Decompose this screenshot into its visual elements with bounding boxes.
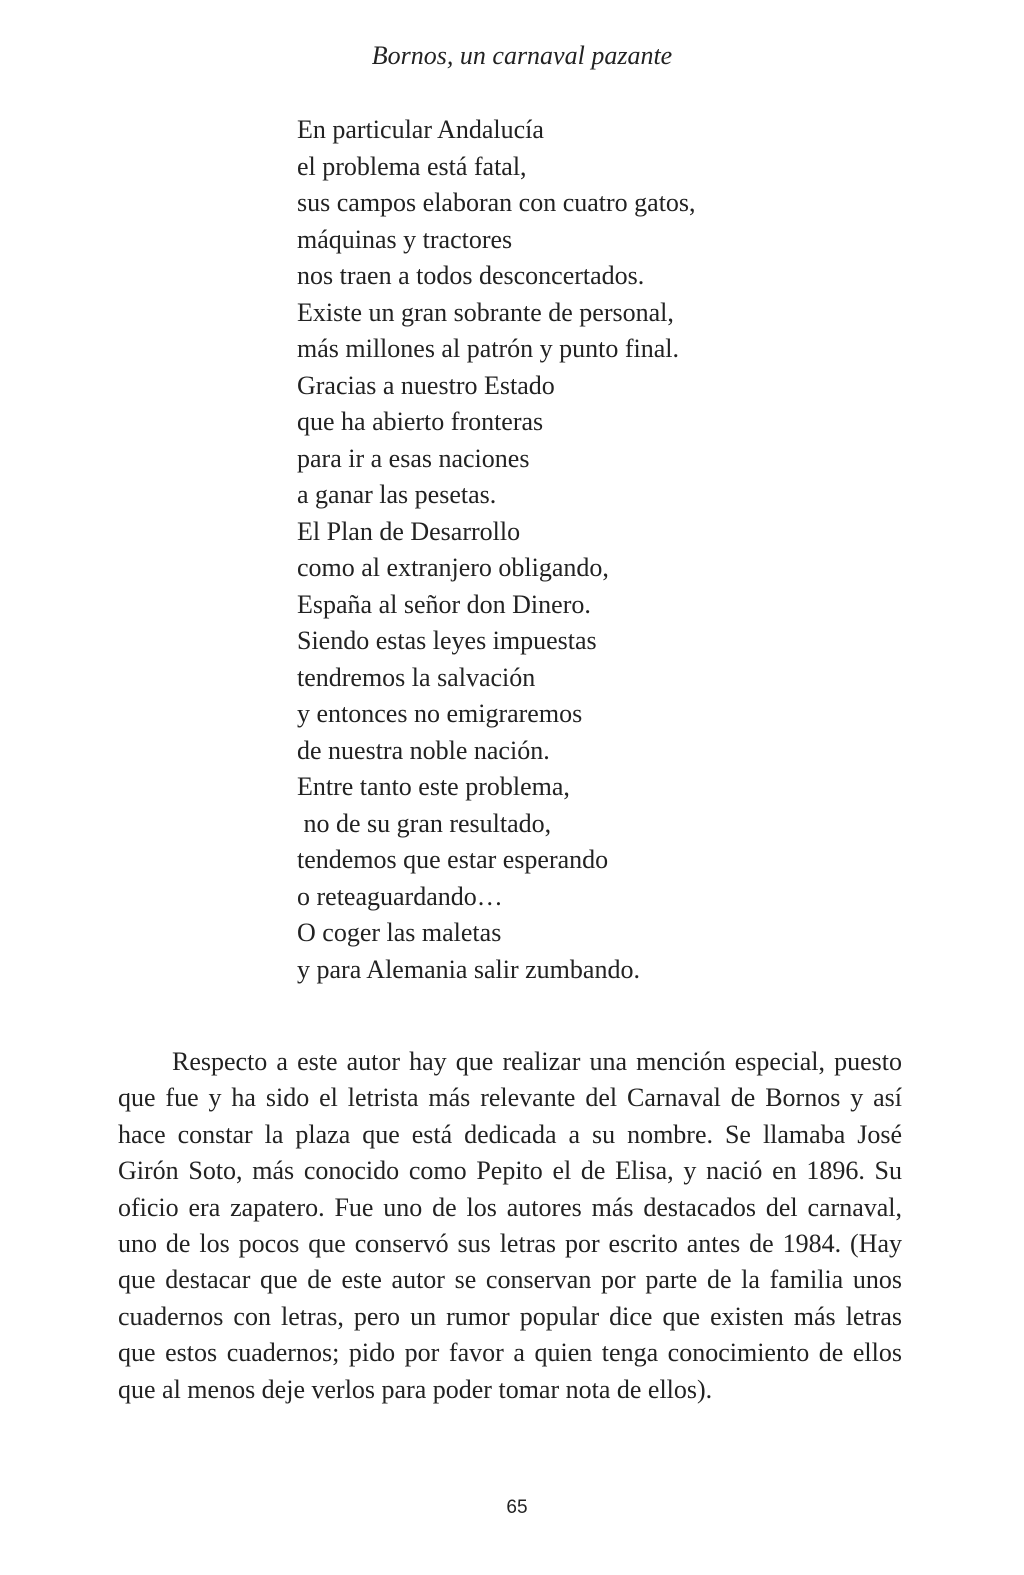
verse-line: El Plan de Desarrollo <box>297 516 521 546</box>
verse-line: O coger las maletas <box>297 918 502 947</box>
verse-block <box>297 112 917 988</box>
verse-line: el problema está fatal, <box>297 151 527 181</box>
verse-line: En particular Andalucía <box>297 115 544 144</box>
running-title: Bornos, un carnaval pazante <box>371 41 673 70</box>
verse-line: y para Alemania salir zumbando. <box>297 954 640 984</box>
verse-line: o reteaguardando… <box>297 881 503 911</box>
verse-line: y entonces no emigraremos <box>297 699 583 728</box>
verse-line: tendremos la salvación <box>297 662 536 692</box>
verse-line: Existe un gran sobrante de personal, <box>297 297 674 327</box>
verse-line: para ir a esas naciones <box>297 443 530 473</box>
verse-line: Gracias a nuestro Estado <box>297 370 555 400</box>
verse-line: que ha abierto fronteras <box>297 407 544 436</box>
verse-line: más millones al patrón y punto final. <box>297 334 679 363</box>
page-number: 65 <box>506 1497 528 1518</box>
verse-line: máquinas y tractores <box>297 224 513 254</box>
body-paragraph: Respecto a este autor hay que realizar una mención especial, puesto que fue y ha sido el letrista más relevante del Carnaval de Bornos y así hace constar la plaza que está dedicada a su nombre. Se llamaba José Girón Soto, más conocido como Pepito el de Elisa, y nació en 1896. Su oficio era zapatero. Fue uno de los autores más destacados del carnaval, uno de los pocos que conservó sus letras por escrito antes de 1984. (Hay que destacar que de este autor se conservan por parte de la familia unos cuadernos con letras, pero un rumor popular dice que existen más letras que estos cuadernos; pido por favor a quien tenga conocimiento de ellos que al menos deje verlos para poder tomar nota de ellos). <box>118 1047 902 1404</box>
verse-line: tendemos que estar esperando <box>297 845 609 874</box>
verse-line: España al señor don Dinero. <box>297 589 591 619</box>
verse-line: Siendo estas leyes impuestas <box>297 626 597 655</box>
verse-line: no de su gran resultado, <box>297 808 552 838</box>
verse-line: de nuestra noble nación. <box>297 735 550 765</box>
verse-line: a ganar las pesetas. <box>297 480 497 509</box>
verse-line: sus campos elaboran con cuatro gatos, <box>297 188 696 217</box>
verse-line: como al extranjero obligando, <box>297 553 609 582</box>
verse-line: nos traen a todos desconcertados. <box>297 261 645 290</box>
verse-line: Entre tanto este problema, <box>297 772 570 801</box>
